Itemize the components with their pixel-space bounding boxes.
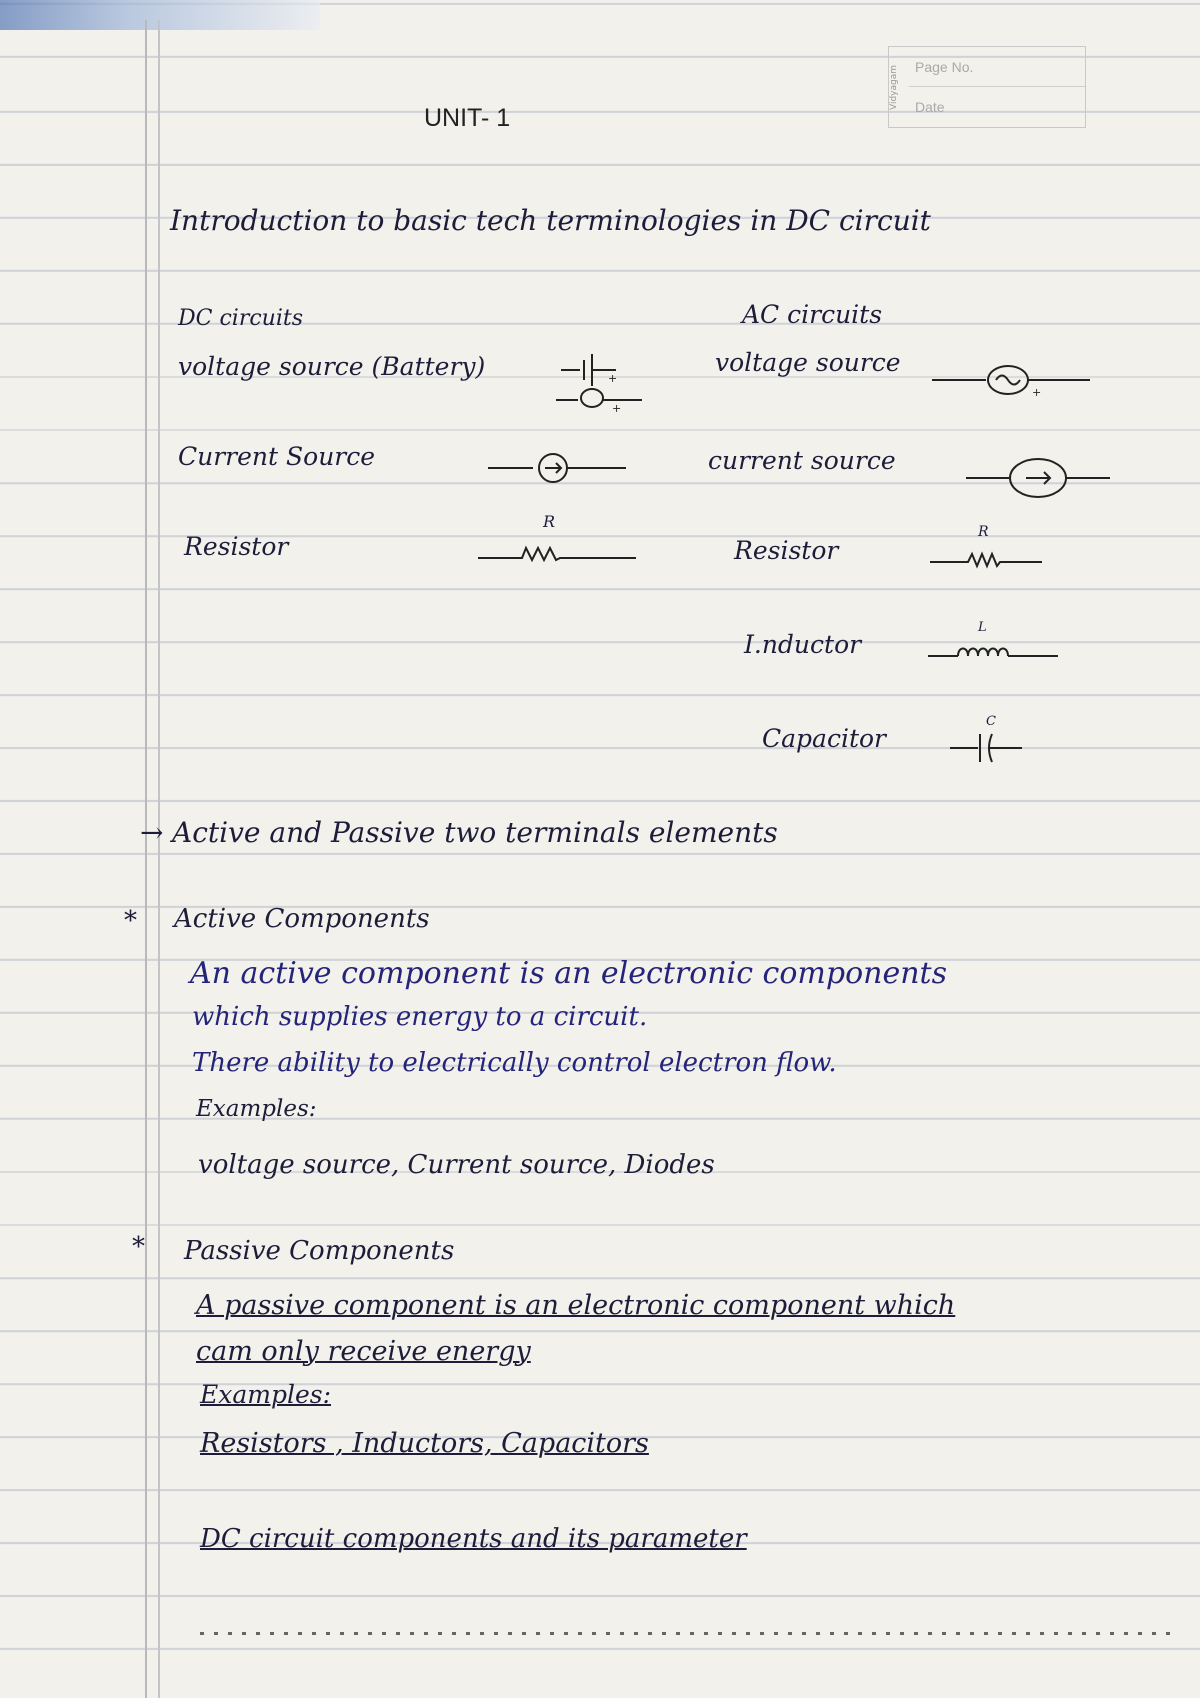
svg-text:+: + <box>612 402 622 415</box>
passive-examples-list: Resistors , Inductors, Capacitors <box>200 1428 649 1459</box>
unit-title: UNIT- 1 <box>424 104 511 132</box>
passive-line-2: cam only receive energy <box>196 1336 531 1367</box>
active-examples-label: Examples: <box>196 1096 317 1122</box>
ac-inductor-symbol <box>928 642 1062 668</box>
date-label: Date <box>915 99 945 115</box>
ac-resistor-label: Resistor <box>734 536 839 565</box>
passive-line-1: A passive component is an electronic component which <box>196 1290 956 1321</box>
ac-current-source-symbol <box>966 456 1112 500</box>
svg-text:+: + <box>608 372 618 385</box>
ac-heading: AC circuits <box>742 300 883 329</box>
svg-text:+: + <box>1032 386 1042 399</box>
active-line-1: An active component is an electronic components <box>190 956 947 991</box>
ac-voltage-source-label: voltage source <box>715 348 901 377</box>
passive-heading: Passive Components <box>184 1236 455 1266</box>
intro-heading: Introduction to basic tech terminologies in DC circuit <box>170 204 931 237</box>
page-corner-shadow <box>0 0 320 30</box>
ac-resistor-symbol-label: R <box>978 524 989 540</box>
active-heading: Active Components <box>174 904 430 934</box>
active-examples-list: voltage source, Current source, Diodes <box>198 1150 715 1180</box>
margin-line-inner <box>158 20 160 1698</box>
ac-inductor-symbol-label: L <box>978 620 987 635</box>
active-passive-heading: Active and Passive two terminals elements <box>172 816 778 849</box>
ac-capacitor-label: Capacitor <box>762 724 886 753</box>
active-passive-arrow: → <box>140 816 164 849</box>
notebook-brand: Vidyagam <box>889 64 899 110</box>
dc-voltage-source-label: voltage source (Battery) <box>178 352 486 381</box>
margin-line <box>145 20 147 1698</box>
passive-bullet: * <box>132 1232 145 1262</box>
ac-voltage-source-symbol <box>932 362 1092 398</box>
dc-resistor-symbol <box>478 544 638 564</box>
battery-symbol <box>556 352 646 415</box>
passive-examples-label: Examples: <box>200 1380 332 1409</box>
ac-capacitor-symbol <box>950 730 1024 764</box>
dc-resistor-label: Resistor <box>184 532 289 561</box>
dc-current-source-label: Current Source <box>178 442 376 471</box>
active-line-3: There ability to electrically control electron flow. <box>192 1048 837 1078</box>
ac-inductor-label: I.nductor <box>744 630 862 659</box>
active-line-2: which supplies energy to a circuit. <box>192 1002 648 1032</box>
dc-parameters-heading: DC circuit components and its parameter <box>200 1524 747 1554</box>
active-bullet: * <box>124 906 137 936</box>
dotted-divider <box>200 1632 1180 1635</box>
dc-heading: DC circuits <box>178 306 303 331</box>
page-no-label: Page No. <box>909 47 1085 87</box>
dc-current-source-symbol <box>488 448 628 488</box>
dc-resistor-symbol-label: R <box>543 512 556 531</box>
page-date-box <box>888 46 1086 128</box>
ac-capacitor-symbol-label: C <box>986 714 996 729</box>
ac-current-source-label: current source <box>708 446 896 475</box>
ac-resistor-symbol <box>930 550 1046 570</box>
